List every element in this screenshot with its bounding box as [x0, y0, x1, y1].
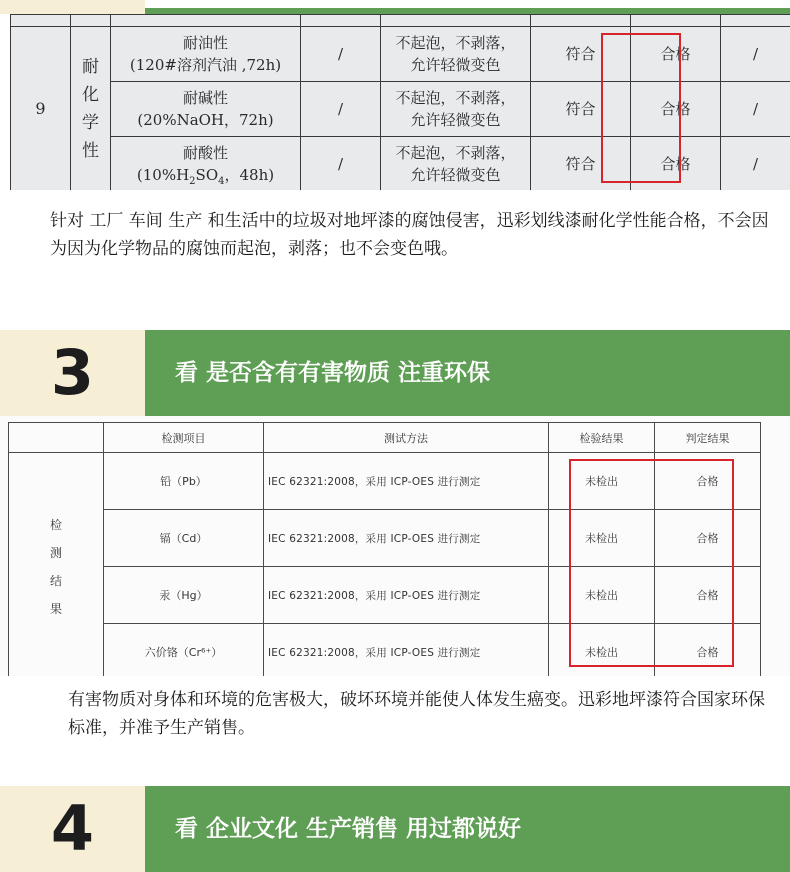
top-strip	[0, 0, 790, 14]
judge-cell: 合格	[631, 27, 721, 82]
test-item-cell: 耐酸性 ($10\%H_2SO_4$，48h)	[111, 137, 301, 191]
top-strip-green	[145, 0, 790, 14]
requirement-cell: 不起泡，不剥落， 允许轻微变色	[381, 27, 531, 82]
value-cell: /	[301, 82, 381, 137]
remark-cell: /	[721, 137, 790, 191]
substance-cell: 六价铬（Cr⁶⁺）	[104, 624, 264, 677]
judge-cell: 合格	[655, 453, 761, 510]
remark-cell: /	[721, 82, 790, 137]
substance-cell: 汞（Hg）	[104, 567, 264, 624]
judge-cell: 合格	[631, 82, 721, 137]
highlight-box-not-detected	[569, 459, 734, 667]
section-title-bar	[145, 330, 790, 416]
judge-cell: 合格	[655, 567, 761, 624]
method-cell: IEC 62321:2008，采用 ICP-OES 进行测定	[264, 624, 549, 677]
test-item-cell: 耐碱性 (20%NaOH，72h)	[111, 82, 301, 137]
section-title: 看 企业文化 生产销售 用过都说好	[175, 816, 522, 842]
result-cell: 未检出	[549, 567, 655, 624]
requirement-cell: 不起泡，不剥落， 允许轻微变色	[381, 137, 531, 191]
category-cell: 检 测 结 果	[9, 453, 104, 677]
section-title-bar	[145, 786, 790, 872]
result-cell: 符合	[531, 27, 631, 82]
result-cell: 未检出	[549, 624, 655, 677]
item-number: 9	[11, 27, 71, 191]
category-cell: 耐 化 学 性	[71, 27, 111, 191]
method-cell: IEC 62321:2008，采用 ICP-OES 进行测定	[264, 453, 549, 510]
judge-cell: 合格	[655, 510, 761, 567]
section-3-header	[0, 330, 790, 416]
caption-harmful-substance: 有害物质对身体和环境的危害极大，破坏环境并能使人体发生癌变。迅彩地坪漆符合国家环保标准，并准予生产销售。	[68, 690, 765, 738]
top-strip-beige	[0, 0, 145, 14]
caption-chemical-resistance: 针对 工厂 车间 生产 和生活中的垃圾对地坪漆的腐蚀侵害，迅彩划线漆耐化学性能合格，不会因为因为化学物品的腐蚀而起泡，剥落；也不会变色哦。	[50, 211, 769, 259]
table-row-cut-top	[11, 15, 790, 27]
section-4-header	[0, 786, 790, 872]
substance-cell: 铅（Pb）	[104, 453, 264, 510]
method-cell: IEC 62321:2008，采用 ICP-OES 进行测定	[264, 567, 549, 624]
value-cell: /	[301, 27, 381, 82]
value-cell: /	[301, 137, 381, 191]
result-cell: 符合	[531, 82, 631, 137]
section-number: 3	[50, 336, 95, 409]
judge-cell: 合格	[655, 624, 761, 677]
section-title: 看 是否含有有害物质 注重环保	[175, 360, 491, 386]
section-number: 4	[50, 792, 95, 865]
substance-cell: 镉（Cd）	[104, 510, 264, 567]
acid-condition: ($10\%H_2SO_4$，48h)	[136, 166, 275, 187]
result-cell: 符合	[531, 137, 631, 191]
test-item-cell: 耐油性 (120#溶剂汽油 ,72h)	[111, 27, 301, 82]
method-cell: IEC 62321:2008，采用 ICP-OES 进行测定	[264, 510, 549, 567]
highlight-box-pass	[601, 33, 681, 183]
result-cell: 未检出	[549, 510, 655, 567]
judge-cell: 合格	[631, 137, 721, 191]
table-header-row	[9, 423, 761, 453]
remark-cell: /	[721, 27, 790, 82]
header-item: 检测项目	[104, 423, 264, 453]
header-result: 检验结果	[549, 423, 655, 453]
header-method: 测试方法	[264, 423, 549, 453]
requirement-cell: 不起泡，不剥落， 允许轻微变色	[381, 82, 531, 137]
result-cell: 未检出	[549, 453, 655, 510]
header-judge: 判定结果	[655, 423, 761, 453]
